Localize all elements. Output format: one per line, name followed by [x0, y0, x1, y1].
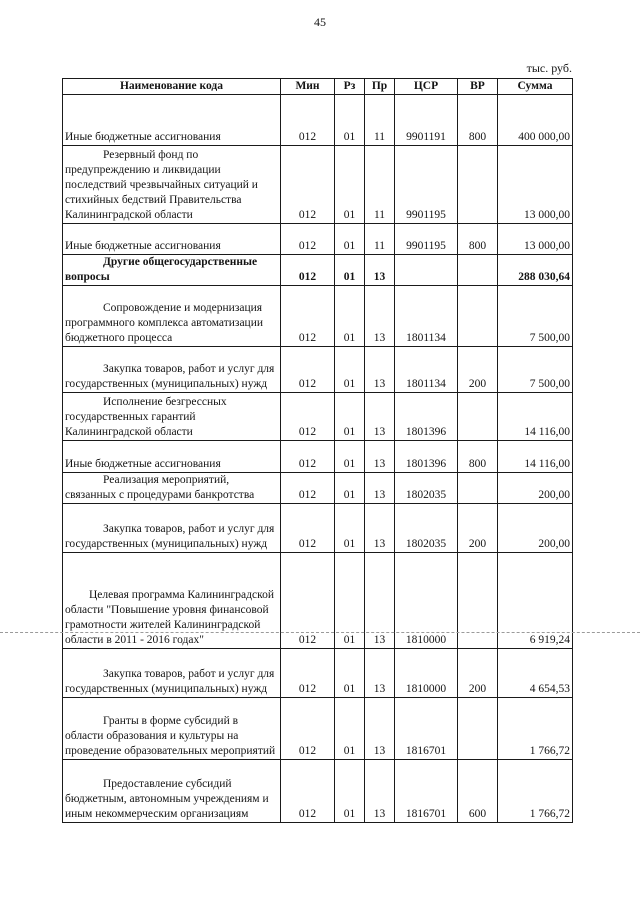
row-name: Гранты в форме субсидий в области образования и культуры на проведение образовательных мероприятий: [63, 698, 281, 760]
row-sum: 14 116,00: [498, 393, 573, 441]
row-csr: [395, 255, 458, 286]
row-name: Другие общегосударственные вопросы: [63, 255, 281, 286]
row-vr: [458, 393, 498, 441]
row-min: 012: [281, 441, 335, 473]
row-csr: 1801396: [395, 441, 458, 473]
row-vr: 800: [458, 441, 498, 473]
row-vr: 200: [458, 347, 498, 393]
row-rz: 01: [335, 286, 365, 347]
row-rz: 01: [335, 146, 365, 224]
header-rz: Рз: [335, 79, 365, 95]
row-min: 012: [281, 698, 335, 760]
row-sum: 7 500,00: [498, 286, 573, 347]
row-sum: 13 000,00: [498, 146, 573, 224]
row-pr: 11: [365, 146, 395, 224]
row-rz: 01: [335, 441, 365, 473]
row-sum: 14 116,00: [498, 441, 573, 473]
row-vr: [458, 698, 498, 760]
row-name: Исполнение безгрессных государственных гарантий Калининградской области: [63, 393, 281, 441]
row-csr: 1802035: [395, 504, 458, 553]
row-csr: 9901195: [395, 146, 458, 224]
row-pr: 13: [365, 553, 395, 649]
row-sum: 1 766,72: [498, 760, 573, 823]
row-vr: [458, 286, 498, 347]
row-pr: 13: [365, 255, 395, 286]
row-pr: 13: [365, 441, 395, 473]
row-sum: 200,00: [498, 504, 573, 553]
row-name: Реализация мероприятий, связанных с процедурами банкротства: [63, 473, 281, 504]
row-vr: 600: [458, 760, 498, 823]
row-min: 012: [281, 347, 335, 393]
table-row: [63, 224, 573, 255]
row-sum: 200,00: [498, 473, 573, 504]
header-min: Мин: [281, 79, 335, 95]
table-row: [63, 286, 573, 347]
row-min: 012: [281, 473, 335, 504]
table-row: [63, 760, 573, 823]
row-name: Иные бюджетные ассигнования: [63, 441, 281, 473]
row-sum: 288 030,64: [498, 255, 573, 286]
row-min: 012: [281, 760, 335, 823]
header-name: Наименование кода: [63, 79, 281, 95]
row-name: Иные бюджетные ассигнования: [63, 95, 281, 146]
table-row: [63, 698, 573, 760]
row-pr: 11: [365, 224, 395, 255]
row-min: 012: [281, 393, 335, 441]
row-rz: 01: [335, 347, 365, 393]
row-min: 012: [281, 146, 335, 224]
row-csr: 9901195: [395, 224, 458, 255]
row-csr: 1801134: [395, 286, 458, 347]
row-min: 012: [281, 504, 335, 553]
row-csr: 1801396: [395, 393, 458, 441]
table-row: [63, 146, 573, 224]
row-csr: 9901191: [395, 95, 458, 146]
row-rz: 01: [335, 698, 365, 760]
row-name: Сопровождение и модернизация программного комплекса автоматизации бюджетного процесса: [63, 286, 281, 347]
row-name: Закупка товаров, работ и услуг для государственных (муниципальных) нужд: [63, 649, 281, 698]
row-name: Предоставление субсидий бюджетным, автономным учреждениям и иным некоммерческим организациям: [63, 760, 281, 823]
table-row: [63, 441, 573, 473]
table-row: [63, 347, 573, 393]
row-sum: 1 766,72: [498, 698, 573, 760]
table-row: [63, 649, 573, 698]
table-header-row: [63, 79, 573, 95]
units-label: тыс. руб.: [526, 61, 572, 75]
row-min: 012: [281, 224, 335, 255]
row-csr: 1816701: [395, 698, 458, 760]
row-rz: 01: [335, 760, 365, 823]
row-pr: 13: [365, 393, 395, 441]
row-min: 012: [281, 95, 335, 146]
row-pr: 13: [365, 760, 395, 823]
header-csr: ЦСР: [395, 79, 458, 95]
row-vr: [458, 255, 498, 286]
row-vr: [458, 553, 498, 649]
row-name: Целевая программа Калининградской области "Повышение уровня финансовой грамотности жителей Калининградской области в 2011 - 2016 годах": [63, 553, 281, 649]
row-pr: 13: [365, 504, 395, 553]
table-row: [63, 473, 573, 504]
table-row: [63, 553, 573, 649]
row-pr: 13: [365, 698, 395, 760]
row-min: 012: [281, 553, 335, 649]
row-csr: 1810000: [395, 553, 458, 649]
header-vr: ВР: [458, 79, 498, 95]
page-number: 45: [314, 15, 326, 29]
row-sum: 13 000,00: [498, 224, 573, 255]
row-vr: 800: [458, 224, 498, 255]
row-rz: 01: [335, 473, 365, 504]
row-vr: [458, 146, 498, 224]
row-csr: 1810000: [395, 649, 458, 698]
row-csr: 1816701: [395, 760, 458, 823]
row-pr: 13: [365, 286, 395, 347]
table-row: [63, 504, 573, 553]
row-vr: 200: [458, 649, 498, 698]
row-sum: 6 919,24: [498, 553, 573, 649]
row-pr: 11: [365, 95, 395, 146]
row-vr: 200: [458, 504, 498, 553]
row-min: 012: [281, 286, 335, 347]
header-pr: Пр: [365, 79, 395, 95]
table-row: [63, 95, 573, 146]
row-name: Закупка товаров, работ и услуг для государственных (муниципальных) нужд: [63, 347, 281, 393]
budget-table: [62, 78, 573, 823]
row-rz: 01: [335, 224, 365, 255]
scan-divider-line: [0, 632, 640, 633]
table-row-section: [63, 255, 573, 286]
row-name: Закупка товаров, работ и услуг для государственных (муниципальных) нужд: [63, 504, 281, 553]
row-rz: 01: [335, 393, 365, 441]
row-csr: 1802035: [395, 473, 458, 504]
row-vr: [458, 473, 498, 504]
row-min: 012: [281, 255, 335, 286]
row-rz: 01: [335, 255, 365, 286]
row-name: Резервный фонд по предупреждению и ликвидации последствий чрезвычайных ситуаций и стихийных бедствий Правительства Калининградской области: [63, 146, 281, 224]
row-rz: 01: [335, 504, 365, 553]
row-pr: 13: [365, 473, 395, 504]
row-rz: 01: [335, 553, 365, 649]
row-pr: 13: [365, 347, 395, 393]
row-sum: 400 000,00: [498, 95, 573, 146]
row-name: Иные бюджетные ассигнования: [63, 224, 281, 255]
row-sum: 7 500,00: [498, 347, 573, 393]
table-row: [63, 393, 573, 441]
row-pr: 13: [365, 649, 395, 698]
row-rz: 01: [335, 95, 365, 146]
row-vr: 800: [458, 95, 498, 146]
row-sum: 4 654,53: [498, 649, 573, 698]
row-rz: 01: [335, 649, 365, 698]
row-min: 012: [281, 649, 335, 698]
header-sum: Сумма: [498, 79, 573, 95]
row-csr: 1801134: [395, 347, 458, 393]
